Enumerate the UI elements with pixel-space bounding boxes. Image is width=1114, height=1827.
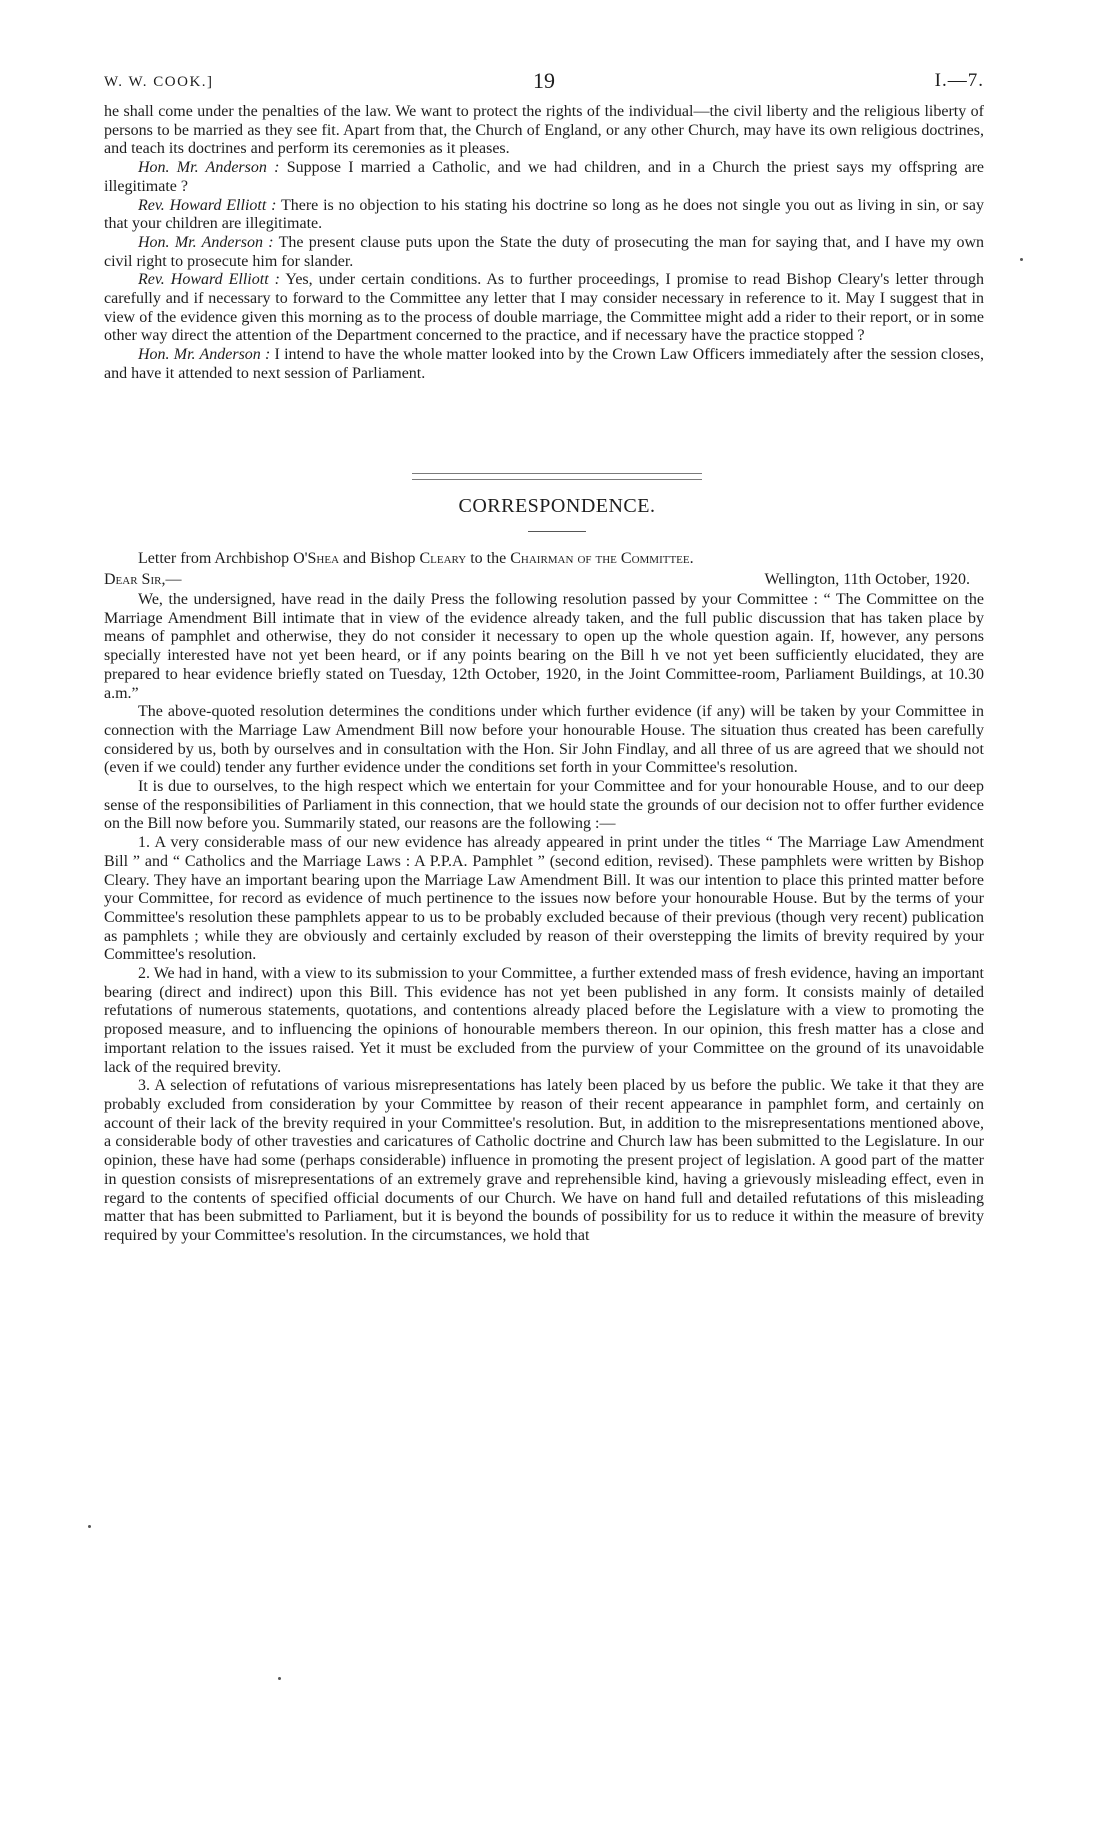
transcript-paragraph: Hon. Mr. Anderson : The present clause puts upon the State the duty of prosecuting the man for saying that, and I have my own civil right to prosecute him for slander. [104,233,985,270]
title-underline [528,531,586,532]
margin-speck [278,1677,281,1680]
transcript-paragraph: he shall come under the penalties of the law. We want to protect the rights of the individual—the civil liberty and the religious liberty of persons to be married as they see fit. Apart from that, the Church of England, or any other Church, may have its own religious doctrines, and teach its doctrines and perform its ceremonies as it pleases. [104,103,984,158]
salutation-row [104,571,984,591]
letter-paragraph: We, the undersigned, have read in the daily Press the following resolution passed by your Committee : “ The Committee on the Marriage Amendment Bill intimate that in view of the evidence already taken, and the full public discussion that has taken place by means of pamphlet and otherwise, they do not consider it necessary to open up the whole question again. If, however, any persons specially interested have not yet been heard, or if any points bearing on the Bill h ve not yet been sufficiently elucidated, they are prepared to hear evidence briefly stated on Tuesday, 12th October, 1920, in the Joint Committee-room, Parliament Buildings, at 10.30 a.m.” [104,591,984,702]
transcript-paragraph: Rev. Howard Elliott : Yes, under certain conditions. As to further proceedings, I promise to read Bishop Cleary's letter through carefully and if necessary to forward to the Committee any letter that I may consider necessary in reference to it. May I suggest that in view of the evidence given this morning as to the process of double marriage, the Committee might add a rider to their report, or in some other way direct the attention of the Department concerned to the practice, and if necessary have the practice stopped ? [104,271,984,345]
speaker-name: Rev. Howard Elliott : [138,196,277,214]
running-head [104,68,984,96]
document-reference: I.—7. [934,70,984,91]
section-divider [412,473,702,480]
speaker-name: Rev. Howard Elliott : [138,271,280,289]
page-number: 19 [533,68,555,93]
margin-speck [88,1525,91,1528]
letter-heading: Letter from Archbishop O'Shea and Bishop Cleary to the Chairman of the Committee. [138,550,694,567]
speaker-name: Hon. Mr. Anderson : [138,346,271,364]
letter-paragraph: 3. A selection of refutations of various misrepresentations has lately been placed by us before the public. We take it that they are probably excluded from consideration by your Committee by reason of their recent appearance in pamphlet form, and certainly on account of their lack of the brevity required in your Committee's resolution. But, in addition to the misrepresentations mentioned above, a considerable body of other travesties and caricatures of Catholic doctrine and Church law has been submitted to the Legislature. In our opinion, these have had some (perhaps considerable) influence in promoting the present project of legislation. A good part of the matter in question consists of misrepresentations of an extremely grave and reprehensible kind, having a grievously misleading effect, even in regard to the contents of specified official documents of our Church. We have on hand full and detailed refutations of this misleading matter that has been submitted to Parliament, but it is beyond the bounds of possibility for us to reduce it within the measure of brevity required by your Committee's resolution. In the circumstances, we hold that [104,1077,984,1244]
transcript-paragraph: Hon. Mr. Anderson : Suppose I married a Catholic, and we had children, and in a Church the priest says my offspring are illegitimate ? [104,159,985,195]
transcript-paragraph: Rev. Howard Elliott : There is no objection to his stating his doctrine so long as he does not single you out as living in sin, or say that your children are illegitimate. [104,196,984,233]
transcript-paragraph: Hon. Mr. Anderson : I intend to have the whole matter looked into by the Crown Law Officers immediately after the session closes, and have it attended to next session of Parliament. [104,346,985,382]
dateline: Wellington, 11th October, 1920. [764,571,970,588]
letter-paragraph: 1. A very considerable mass of our new evidence has already appeared in print under the titles “ The Marriage Law Amendment Bill ” and “ Catholics and the Marriage Laws : A P.P.A. Pamphlet ” (second edition, revised). These pamphlets were written by Bishop Cleary. They have an important bearing upon the Marriage Law Amendment Bill. It was our intention to place this printed matter before your Committee, for record as evidence of much pertinence to the issues now before your honourable House. But by the terms of your Committee's resolution these pamphlets appear to us to be probably excluded because of their previous (though very recent) publication as pamphlets ; while they are obviously and certainly excluded by reason of their overstepping the limits of brevity required by your Committee's resolution. [104,834,984,964]
speaker-name: Hon. Mr. Anderson : [138,233,274,251]
speaker-name: Hon. Mr. Anderson : [138,159,280,177]
header-author: W. W. COOK.] [104,74,214,90]
section-title: CORRESPONDENCE. [458,495,656,517]
salutation: Dear Sir,— [104,571,182,588]
letter-paragraph: The above-quoted resolution determines the conditions under which further evidence (if any) will be taken by your Committee in connection with the Marriage Law Amendment Bill now before your honourable House. The situation thus created has been carefully considered by us, both by ourselves and in consultation with the Hon. Sir John Findlay, and all three of us are agreed that we should not (even if we could) tender any further evidence under the conditions set forth in your Committee's resolution. [104,703,984,777]
letter-paragraph: It is due to ourselves, to the high respect which we entertain for your Committee and for your honourable House, and to our deep sense of the responsibilities of Parliament in this connection, that we hould state the grounds of our decision not to offer further evidence on the Bill now before you. Summarily stated, our reasons are the following :— [104,778,984,833]
letter-body [104,591,984,1246]
letter-paragraph: 2. We had in hand, with a view to its submission to your Committee, a further extended mass of fresh evidence, having an important bearing (direct and indirect) upon this Bill. This evidence has not yet been published in any form. It consists mainly of detailed refutations of numerous statements, quotations, and contentions already placed before the Legislature with a view to promoting the proposed measure, and to influencing the opinions of honourable members thereon. In our opinion, this fresh matter has a close and important relation to the issues raised. Yet it must be excluded from the purview of your Committee on the ground of its unavoidable lack of the required brevity. [104,965,984,1076]
margin-speck [1020,258,1023,261]
evidence-transcript [104,103,984,384]
